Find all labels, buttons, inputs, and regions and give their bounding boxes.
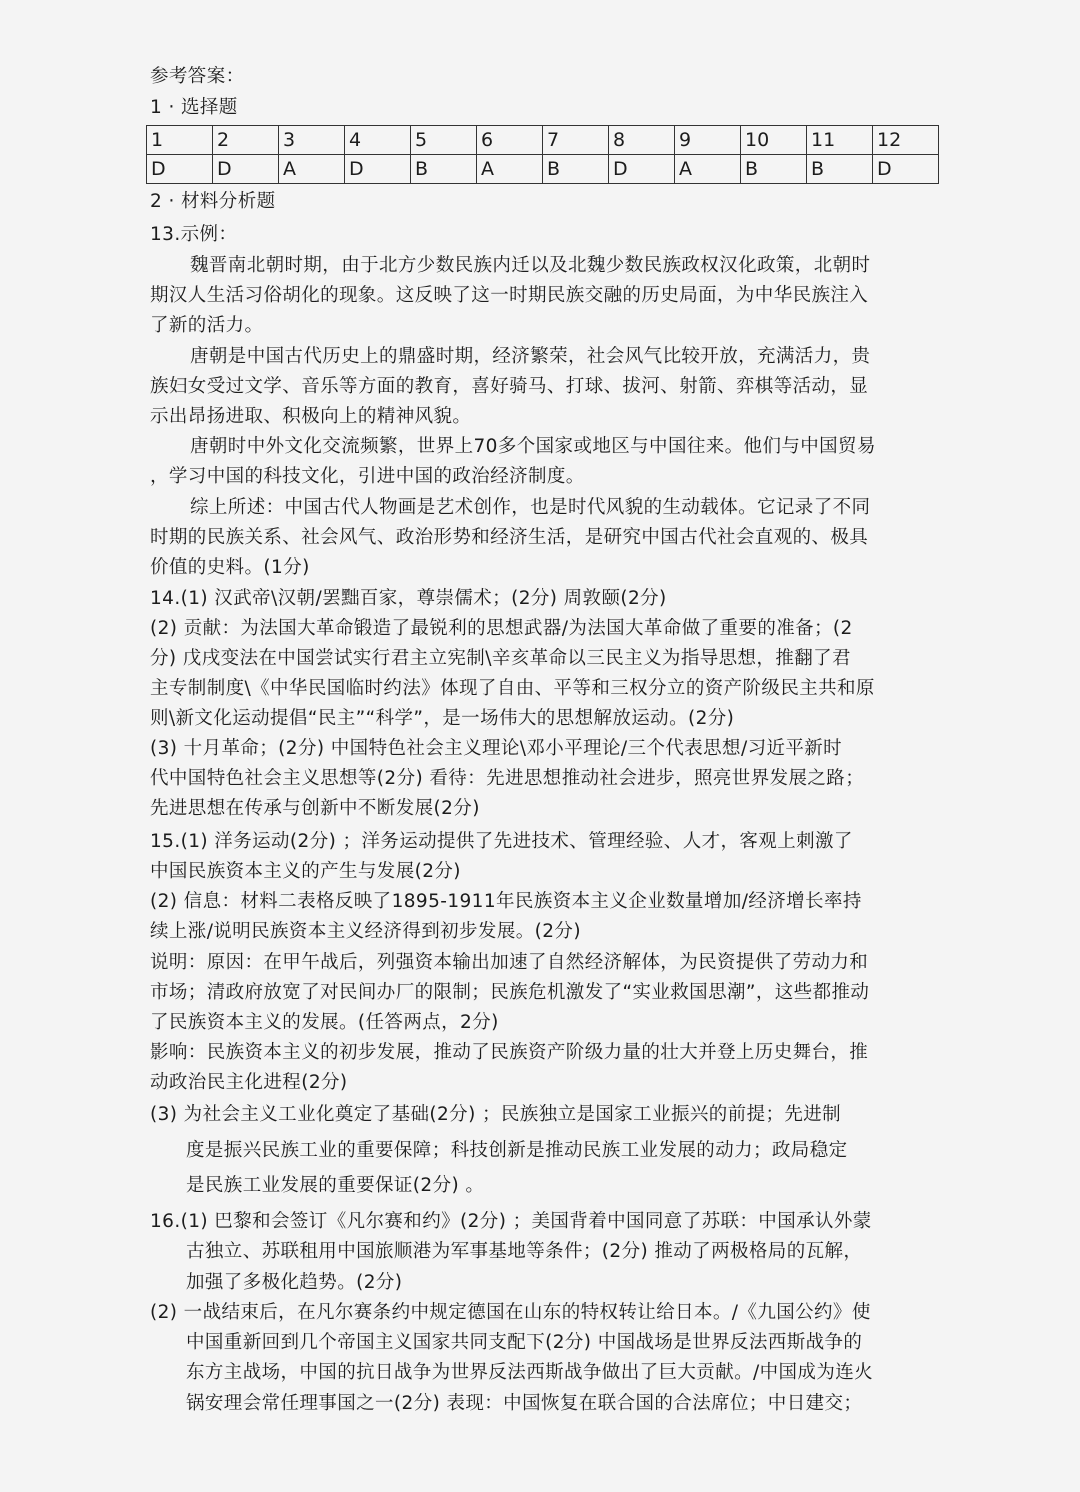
text-line: 期汉人生活习俗胡化的现象。这反映了这一时期民族交融的历史局面，为中华民族注入 bbox=[150, 285, 869, 306]
text-line: (3) 十月革命；(2分) 中国特色社会主义理论\邓小平理论/三个代表思想/习近平新时 bbox=[150, 738, 843, 759]
text-line: 动政治民主化进程(2分) bbox=[150, 1072, 348, 1093]
table-cell: A bbox=[279, 155, 345, 184]
table-row bbox=[147, 155, 939, 184]
table-cell: 1 bbox=[147, 126, 213, 155]
text-line: 13.示例： bbox=[150, 224, 238, 245]
text-line: 影响：民族资本主义的初步发展，推动了民族资产阶级力量的壮大并登上历史舞台，推 bbox=[150, 1042, 869, 1063]
text-line: 加强了多极化趋势。(2分) bbox=[186, 1272, 403, 1293]
answer-table bbox=[146, 125, 939, 184]
doc-heading: 参考答案： bbox=[150, 66, 245, 87]
table-cell: 10 bbox=[741, 126, 807, 155]
table-cell: A bbox=[675, 155, 741, 184]
table-cell: D bbox=[609, 155, 675, 184]
table-cell: B bbox=[807, 155, 873, 184]
table-cell: 4 bbox=[345, 126, 411, 155]
table-cell: 8 bbox=[609, 126, 675, 155]
text-line: 唐朝时中外文化交流频繁，世界上70多个国家或地区与中国往来。他们与中国贸易 bbox=[190, 436, 876, 457]
table-cell: B bbox=[543, 155, 609, 184]
text-line: (2) 信息：材料二表格反映了1895-1911年民族资本主义企业数量增加/经济增长率持 bbox=[150, 891, 862, 912]
text-line: 古独立、苏联租用中国旅顺港为军事基地等条件；(2分) 推动了两极格局的瓦解， bbox=[186, 1241, 863, 1262]
table-cell: D bbox=[147, 155, 213, 184]
text-line: (3) 为社会主义工业化奠定了基础(2分) ；民族独立是国家工业振兴的前提；先进制 bbox=[150, 1104, 842, 1125]
text-line: 时期的民族关系、社会风气、政治形势和经济生活，是研究中国古代社会直观的、极具 bbox=[150, 527, 869, 548]
table-cell: 5 bbox=[411, 126, 477, 155]
table-cell: 3 bbox=[279, 126, 345, 155]
table-cell: B bbox=[411, 155, 477, 184]
text-line: 是民族工业发展的重要保证(2分) 。 bbox=[186, 1175, 485, 1196]
text-line: 主专制制度\《中华民国临时约法》体现了自由、平等和三权分立的资产阶级民主共和原 bbox=[150, 678, 875, 699]
table-cell: 6 bbox=[477, 126, 543, 155]
table-cell: D bbox=[213, 155, 279, 184]
text-line: ，学习中国的科技文化，引进中国的政治经济制度。 bbox=[150, 466, 585, 487]
text-line: 说明：原因：在甲午战后，列强资本输出加速了自然经济解体，为民资提供了劳动力和 bbox=[150, 952, 869, 973]
text-line: 市场；清政府放宽了对民间办厂的限制；民族危机激发了“实业救国思潮”，这些都推动 bbox=[150, 982, 870, 1003]
text-line: 中国民族资本主义的产生与发展(2分) bbox=[150, 861, 461, 882]
text-line: 价值的史料。(1分) bbox=[150, 557, 310, 578]
text-line: 了新的活力。 bbox=[150, 315, 264, 336]
table-cell: 11 bbox=[807, 126, 873, 155]
text-line: 15.(1) 洋务运动(2分) ；洋务运动提供了先进技术、管理经验、人才，客观上刺激了 bbox=[150, 831, 853, 852]
table-row bbox=[147, 126, 939, 155]
text-line: 了民族资本主义的发展。(任答两点，2分) bbox=[150, 1012, 499, 1033]
table-cell: D bbox=[345, 155, 411, 184]
text-line: 先进思想在传承与创新中不断发展(2分) bbox=[150, 798, 480, 819]
text-line: 锅安理会常任理事国之一(2分) 表现：中国恢复在联合国的合法席位；中日建交； bbox=[186, 1393, 863, 1414]
text-line: 示出昂扬进取、积极向上的精神风貌。 bbox=[150, 406, 472, 427]
text-line: 唐朝是中国古代历史上的鼎盛时期，经济繁荣，社会风气比较开放，充满活力，贵 bbox=[190, 346, 871, 367]
text-line: 代中国特色社会主义思想等(2分) 看待：先进思想推动社会进步，照亮世界发展之路； bbox=[150, 768, 865, 789]
table-cell: A bbox=[477, 155, 543, 184]
text-line: 度是振兴民族工业的重要保障；科技创新是推动民族工业发展的动力；政局稳定 bbox=[186, 1140, 848, 1161]
table-cell: 7 bbox=[543, 126, 609, 155]
text-line: 续上涨/说明民族资本主义经济得到初步发展。(2分) bbox=[150, 921, 581, 942]
text-line: 综上所述：中国古代人物画是艺术创作，也是时代风貌的生动载体。它记录了不同 bbox=[190, 497, 871, 518]
section-heading-material: 2 · 材料分析题 bbox=[150, 191, 276, 212]
table-cell: 12 bbox=[873, 126, 939, 155]
text-line: 魏晋南北朝时期，由于北方少数民族内迁以及北魏少数民族政权汉化政策，北朝时 bbox=[190, 255, 871, 276]
text-line: (2) 贡献：为法国大革命锻造了最锐利的思想武器/为法国大革命做了重要的准备；(2 bbox=[150, 618, 853, 639]
text-line: 16.(1) 巴黎和会签订《凡尔赛和约》(2分) ；美国背着中国同意了苏联：中国承认外蒙 bbox=[150, 1211, 872, 1232]
text-line: 14.(1) 汉武帝\汉朝/罢黜百家，尊崇儒术；(2分) 周敦颐(2分) bbox=[150, 588, 667, 609]
text-line: 东方主战场，中国的抗日战争为世界反法西斯战争做出了巨大贡献。/中国成为连火 bbox=[186, 1362, 874, 1383]
text-line: 则\新文化运动提倡“民主”“科学”，是一场伟大的思想解放运动。(2分) bbox=[150, 708, 735, 729]
text-line: 族妇女受过文学、音乐等方面的教育，喜好骑马、打球、拔河、射箭、弈棋等活动，显 bbox=[150, 376, 869, 397]
table-cell: 9 bbox=[675, 126, 741, 155]
text-line: 分) 戊戌变法在中国尝试实行君主立宪制\辛亥革命以三民主义为指导思想，推翻了君 bbox=[150, 648, 851, 669]
text-line: (2) 一战结束后，在凡尔赛条约中规定德国在山东的特权转让给日本。/《九国公约》使 bbox=[150, 1302, 871, 1323]
text-line: 中国重新回到几个帝国主义国家共同支配下(2分) 中国战场是世界反法西斯战争的 bbox=[186, 1332, 863, 1353]
table-cell: 2 bbox=[213, 126, 279, 155]
section-heading-choice: 1 · 选择题 bbox=[150, 97, 238, 118]
table-cell: B bbox=[741, 155, 807, 184]
table-cell: D bbox=[873, 155, 939, 184]
